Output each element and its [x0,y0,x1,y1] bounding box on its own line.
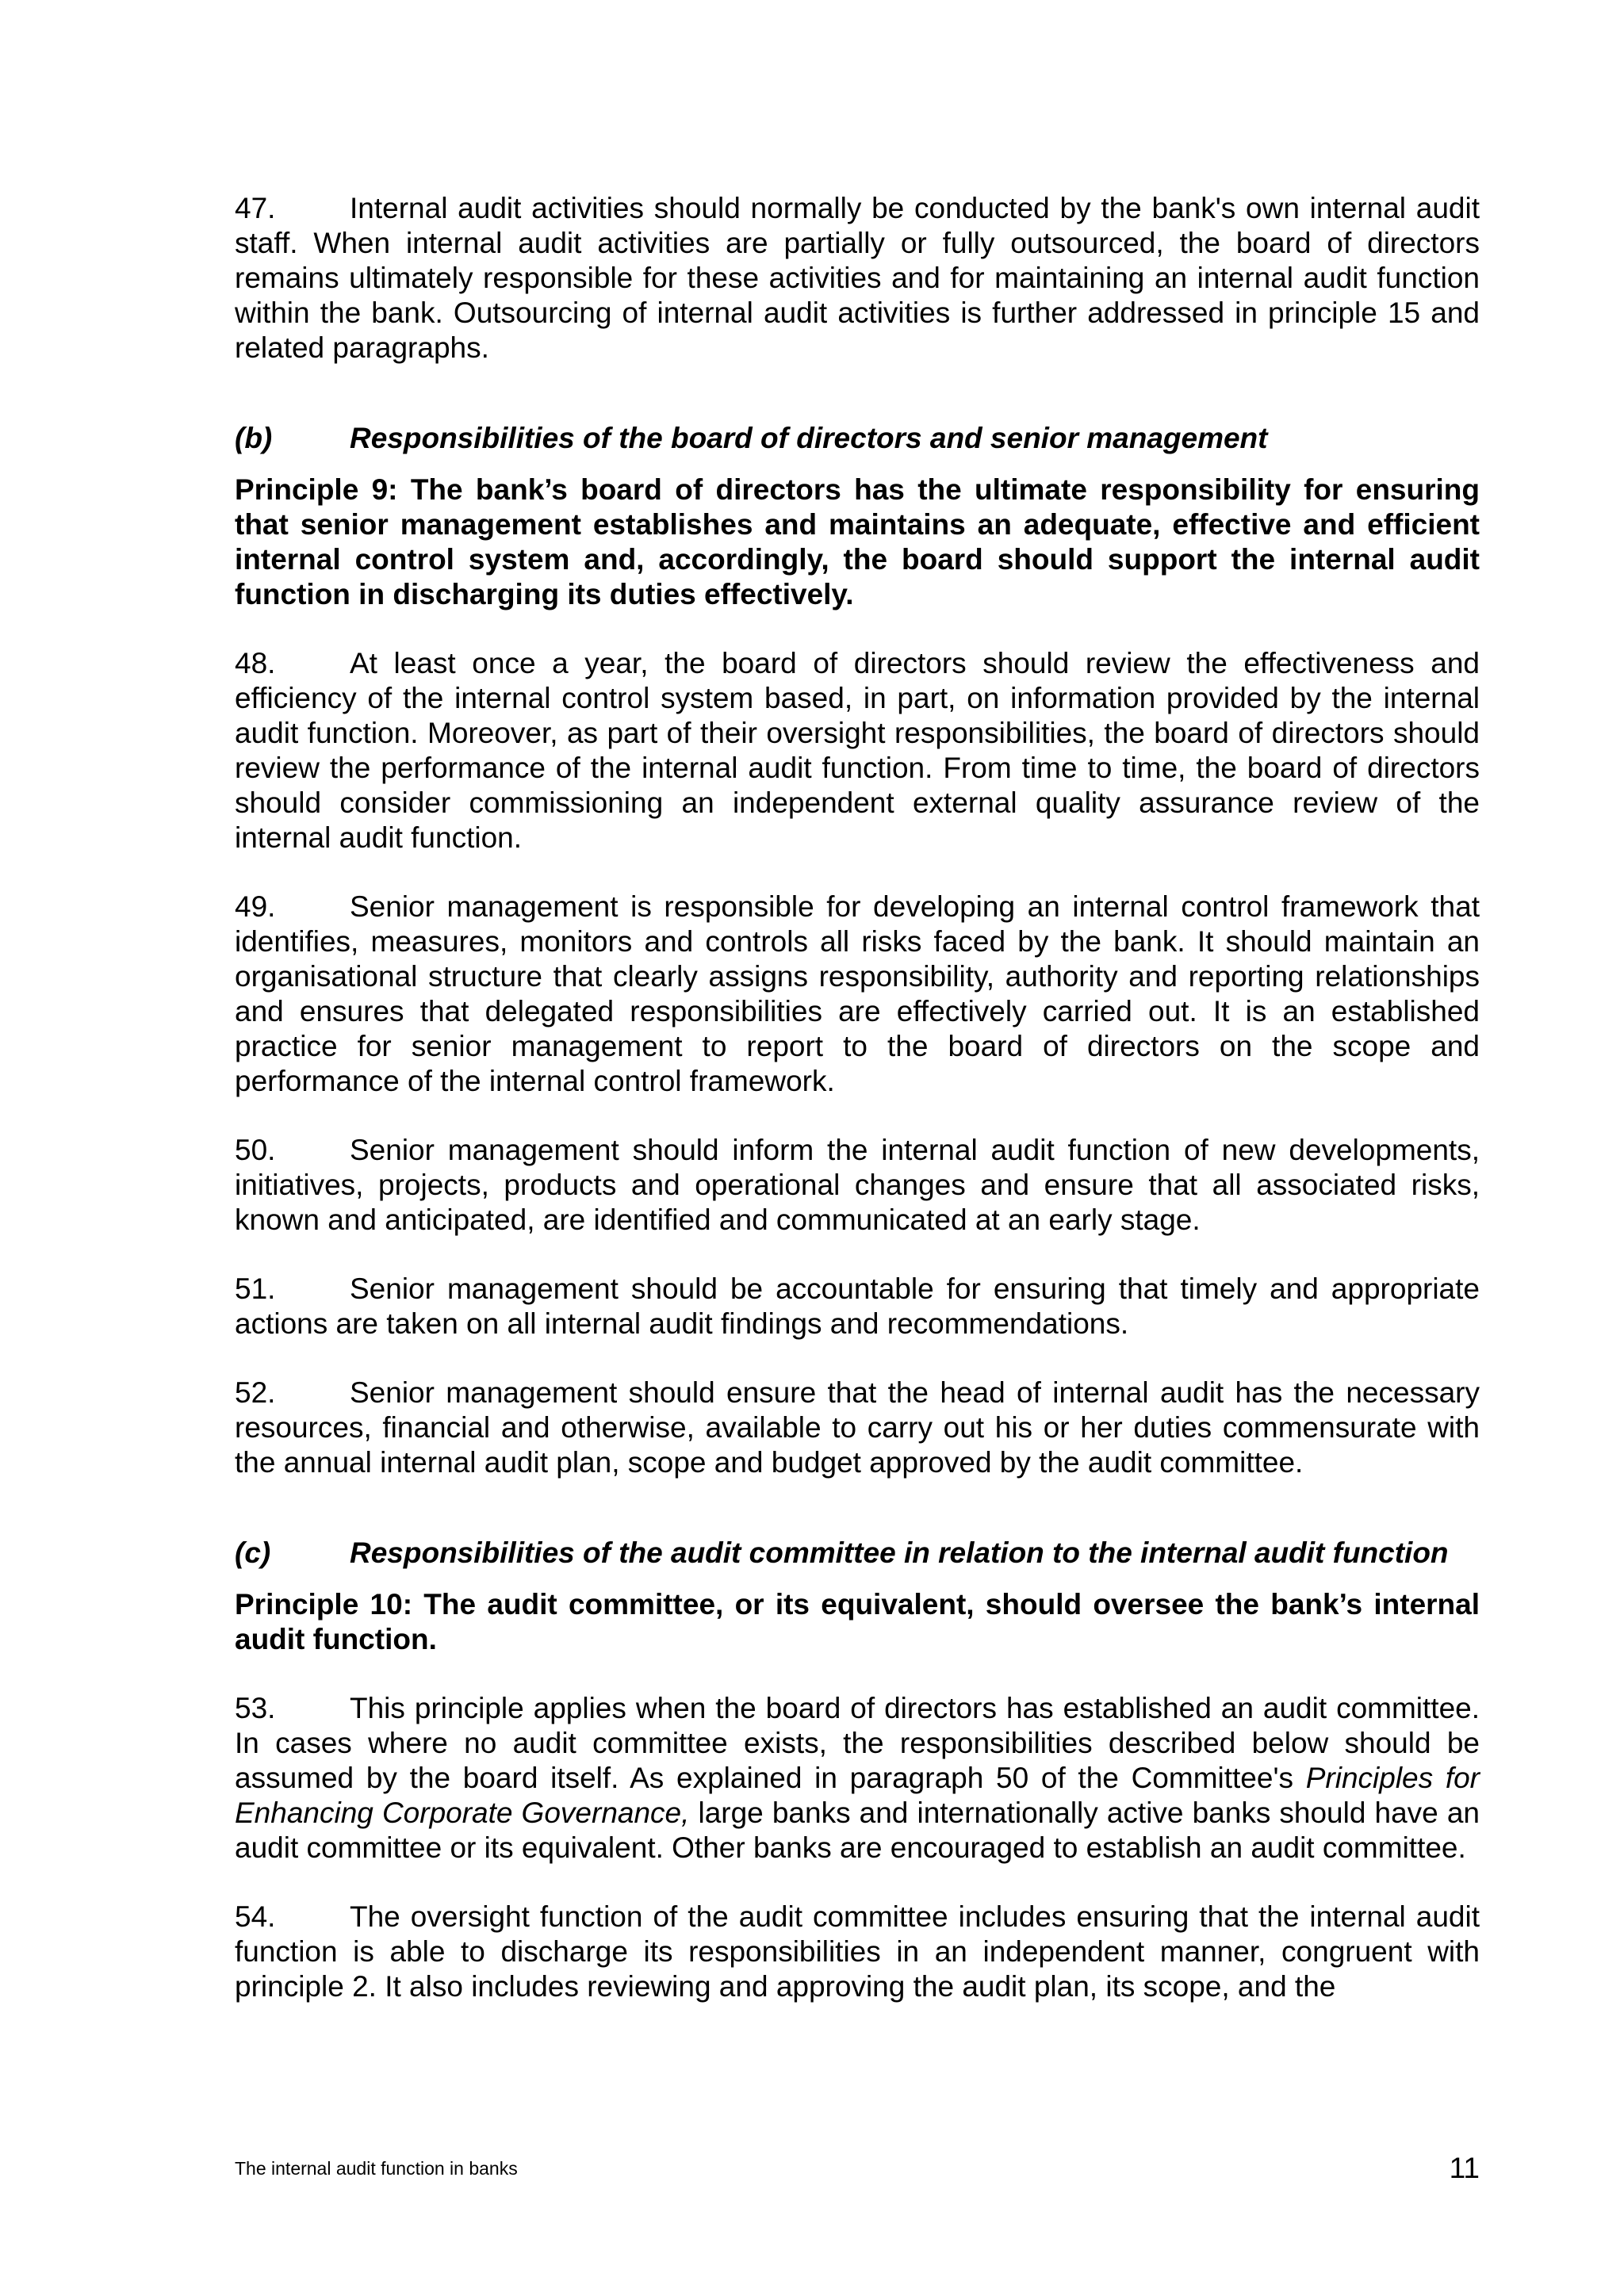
page-number: 11 [1449,2152,1480,2184]
paragraph-49 [235,890,1480,1099]
paragraph-number: 53. [235,1692,276,1724]
paragraph-52 [235,1376,1480,1480]
paragraph-47 [235,191,1480,365]
paragraph-number: 54. [235,1900,276,1933]
footer-document-title: The internal audit function in banks [235,2158,518,2179]
section-heading-c [235,1536,1480,1571]
paragraph-number: 47. [235,192,276,224]
paragraph-text: Internal audit activities should normally be conducted by the bank's own internal audit staff. When internal audit activities are partially or fully outsourced, the board of directors remains ultimately responsible for these activities and for maintaining an internal audit function within the bank. Outsourcing of internal audit activities is further addressed in principle 15 and related paragraphs. [235,192,1480,364]
paragraph-51 [235,1272,1480,1341]
section-heading-b [235,421,1480,456]
page-footer [235,2151,1480,2183]
paragraph-number: 48. [235,647,276,679]
paragraph-text-continued: large banks and internationally active banks should have an audit committee or its equivalent. Other banks are encouraged to establish an audit committee. [235,1797,1480,1864]
paragraph-54 [235,1900,1480,2004]
paragraph-number: 50. [235,1134,276,1166]
principle-10: Principle 10: The audit committee, or its equivalent, should oversee the bank’s internal audit function. [235,1588,1480,1655]
paragraph-text: Senior management should ensure that the head of internal audit has the necessary resources, financial and otherwise, available to carry out his or her duties commensurate with the annual internal audit plan, scope and budget approved by the audit committee. [235,1376,1480,1479]
principle-9: Principle 9: The bank’s board of directors has the ultimate responsibility for ensuring that senior management establishes and maintains an adequate, effective and efficient internal control system and, accordingly, the board should support the internal audit function in discharging its duties effectively. [235,473,1480,610]
paragraph-text: Senior management should be accountable for ensuring that timely and appropriate actions are taken on all internal audit findings and recommendations. [235,1272,1480,1340]
section-title: Responsibilities of the audit committee in relation to the internal audit function [350,1536,1449,1569]
paragraph-number: 49. [235,890,276,923]
paragraph-text: This principle applies when the board of directors has established an audit committee. In cases where no audit committee exists, the responsibilities described below should be assumed by the board itself. As explained in paragraph 50 of the Committee's [235,1692,1480,1794]
section-title: Responsibilities of the board of directors and senior management [350,422,1268,454]
paragraph-number: 51. [235,1272,276,1305]
paragraph-text: At least once a year, the board of directors should review the effectiveness and efficiency of the internal control system based, in part, on information provided by the internal audit function. Moreover, as part of their oversight responsibilities, the board of directors should review the performance of the internal audit function. From time to time, the board of directors should consider commissioning an independent external quality assurance review of the internal audit function. [235,647,1480,854]
paragraph-text: Senior management should inform the internal audit function of new developments, initiatives, projects, products and operational changes and ensure that all associated risks, known and anticipated, are identified and communicated at an early stage. [235,1134,1480,1236]
publication-title: Principles for Enhancing Corporate Governance, [235,1762,1480,1829]
section-label: (c) [235,1536,271,1569]
document-body [235,191,1480,2038]
paragraph-text: The oversight function of the audit committee includes ensuring that the internal audit function is able to discharge its responsibilities in an independent manner, congruent with principle 2. It also includes reviewing and approving the audit plan, its scope, and the [235,1900,1480,2003]
paragraph-48 [235,646,1480,855]
paragraph-number: 52. [235,1376,276,1409]
paragraph-50 [235,1133,1480,1238]
paragraph-53 [235,1691,1480,1866]
section-label: (b) [235,422,273,454]
paragraph-text: Senior management is responsible for developing an internal control framework that identifies, measures, monitors and controls all risks faced by the bank. It should maintain an organisational structure that clearly assigns responsibility, authority and reporting relationships and ensures that delegated responsibilities are effectively carried out. It is an established practice for senior management to report to the board of directors on the scope and performance of the internal control framework. [235,890,1480,1097]
